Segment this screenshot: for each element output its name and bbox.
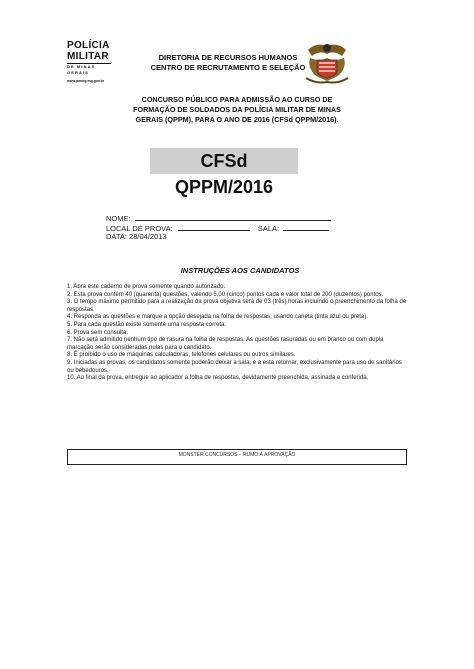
sala-label: SALA: bbox=[257, 223, 280, 233]
header-line-1: DIRETORIA DE RECURSOS HUMANOS bbox=[158, 53, 298, 62]
name-row bbox=[106, 213, 331, 223]
instruction-item: 7. Não será admitido nenhum tipo de rasura na folha de respostas. As questões rasuradas ou em branco ou com dupla marcação serão consideradas nulas para o candidato. bbox=[67, 337, 384, 351]
name-label: NOME: bbox=[106, 214, 131, 223]
logo-url: www.pmmg.mg.gov.br bbox=[67, 79, 105, 83]
instruction-item: 9. Iniciadas as provas, os candidatos somente poderão deixar a sala, e a esta retornar, exclusivamente para uso de sanitários ou bebedouros. bbox=[67, 359, 402, 374]
exam-title bbox=[98, 95, 376, 124]
title-line-2: FORMAÇÃO DE SOLDADOS DA POLÍCIA MILITAR DE MINAS bbox=[133, 104, 341, 114]
logo-line-1: POLÍCIA bbox=[67, 40, 110, 51]
title-line-3: GERAIS (QPPM), PARA O ANO DE 2016 (CFSd QPPM/2016). bbox=[135, 114, 339, 124]
date-row bbox=[106, 232, 331, 242]
footer-banner: MONSTER CONCURSOS – RUMO À APROVAÇÃO bbox=[67, 449, 407, 465]
pmmg-logo bbox=[67, 40, 129, 86]
instruction-item: 5. Para cada questão existe somente uma resposta correta. bbox=[67, 321, 227, 328]
exam-code-banner: CFSd QPPM/2016 bbox=[150, 148, 298, 174]
instruction-item: 3. O tempo máximo permitido para a realização da prova objetiva será de 03 (três) horas incluindo o preenchimento da folha de respostas. bbox=[67, 299, 407, 313]
logo-line-2: MILITAR bbox=[67, 51, 109, 62]
instruction-item: 10. Ao final da prova, entregue ao aplicador a folha de respostas, devidamente preenchida, assinada e conferida. bbox=[67, 375, 369, 382]
local-label: LOCAL DE PROVA: bbox=[106, 223, 173, 233]
instructions-title: INSTRUÇÕES AOS CANDIDATOS bbox=[180, 266, 300, 275]
local-row bbox=[106, 223, 331, 233]
instruction-item: 8. É proibido o uso de máquinas calculadoras, telefones celulares ou outros similares. bbox=[67, 352, 296, 359]
instruction-item: 6. Prova sem consulta. bbox=[67, 329, 129, 336]
header-line-2: CENTRO DE RECRUTAMENTO E SELEÇÃO bbox=[150, 63, 306, 72]
instruction-item: 1. Abra este caderno de prova somente quando autorizado. bbox=[67, 284, 226, 290]
instruction-item: 2. Esta prova contém 40 (quarenta) questões, valendo 5,00 (cinco) pontos cada e valor total de 200 (duzentos) pontos. bbox=[67, 291, 384, 298]
instruction-item: 4. Responda as questões e marque a opção desejada na folha de respostas, usando caneta (tinta azul ou preta). bbox=[67, 314, 368, 321]
coat-of-arms-icon bbox=[304, 40, 350, 84]
sala-field[interactable] bbox=[283, 223, 329, 231]
name-field[interactable] bbox=[135, 213, 331, 221]
title-line-1: CONCURSO PÚBLICO PARA ADMISSÃO AO CURSO DE bbox=[141, 95, 333, 104]
date-label: DATA: 28/04/2013 bbox=[106, 232, 167, 241]
instructions-list bbox=[67, 284, 407, 383]
local-field[interactable] bbox=[178, 223, 250, 231]
candidate-fields bbox=[106, 213, 331, 242]
header bbox=[133, 53, 323, 73]
logo-line-3: DE MINAS GERAIS bbox=[67, 63, 111, 76]
